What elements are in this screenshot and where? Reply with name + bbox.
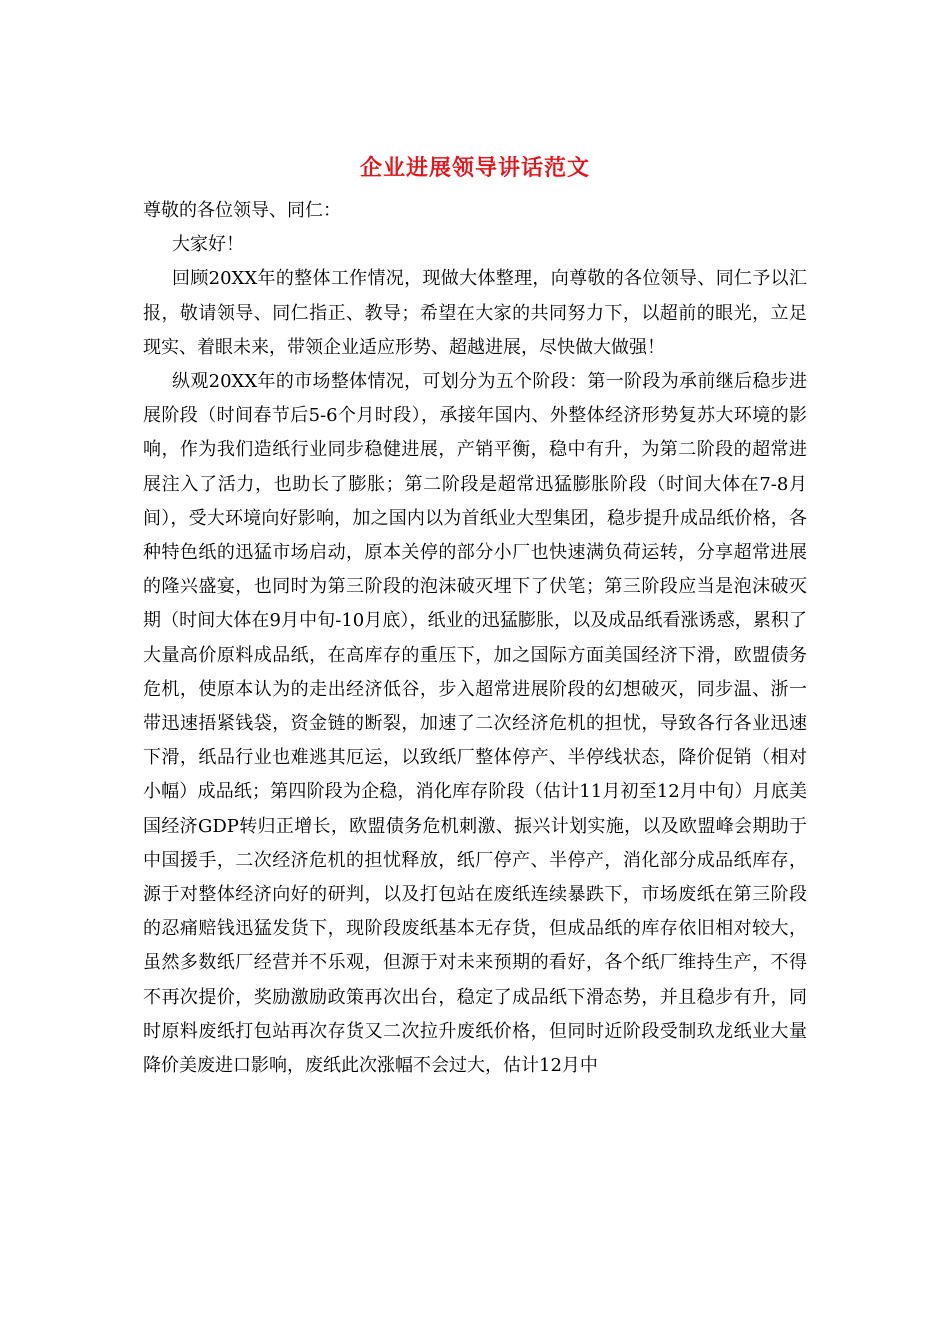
- paragraph-review: 回顾20XX年的整体工作情况，现做大体整理，向尊敬的各位领导、同仁予以汇报，敬请领导、同仁指正、教导；希望在大家的共同努力下，以超前的眼光，立足现实、着眼未来，带领企业适应形势、超越进展，尽快做大做强！: [143, 268, 807, 358]
- document-title: 企业进展领导讲话范文: [359, 155, 590, 181]
- document-body: [143, 194, 807, 1083]
- paragraph-greeting: 大家好！: [172, 234, 244, 256]
- paragraph-market-stages: 纵观20XX年的市场整体情况，可划分为五个阶段：第一阶段为承前继后稳步进展阶段（时间春节后5-6个月时段），承接年国内、外整体经济形势复苏大环境的影响，作为我们造纸行业同步稳健进展，产销平衡，稳中有升，为第二阶段的超常进展注入了活力，也助长了膨胀；第二阶段是超常迅猛膨胀阶段（时间大体在7-8月间），受大环境向好影响，加之国内以为首纸业大型集团，稳步提升成品纸价格，各种特色纸的迅猛市场启动，原本关停的部分小厂也快速满负荷运转，分享超常进展的隆兴盛宴，也同时为第三阶段的泡沫破灭埋下了伏笔；第三阶段应当是泡沫破灭期（时间大体在9月中旬-10月底），纸业的迅猛膨胀，以及成品纸看涨诱惑，累积了大量高价原料成品纸，在高库存的重压下，加之国际方面美国经济下滑，欧盟债务危机，使原本认为的走出经济低谷，步入超常进展阶段的幻想破灭，同步温、浙一带迅速捂紧钱袋，资金链的断裂，加速了二次经济危机的担忧，导致各行各业迅速下滑，纸品行业也难逃其厄运，以致纸厂整体停产、半停线状态，降价促销（相对小幅）成品纸；第四阶段为企稳，消化库存阶段（估计11月初至12月中旬）月底美国经济GDP转归正增长，欧盟债务危机刺激、振兴计划实施，以及欧盟峰会期助于中国援手，二次经济危机的担忧释放，纸厂停产、半停产，消化部分成品纸库存，源于对整体经济向好的研判，以及打包站在废纸连续暴跌下，市场废纸在第三阶段的忍痛赔钱迅猛发货下，现阶段废纸基本无存货，但成品纸的库存依旧相对较大，虽然多数纸厂经营并不乐观，但源于对未来预期的看好，各个纸厂维持生产，不得不再次提价，奖励激励政策再次出台，稳定了成品纸下滑态势，并且稳步有升，同时原料废纸打包站再次存货又二次拉升废纸价格，但同时近阶段受制玖龙纸业大量降价美废进口影响，废纸此次涨幅不会过大，估计12月中: [143, 371, 807, 1077]
- salutation: 尊敬的各位领导、同仁：: [143, 200, 341, 221]
